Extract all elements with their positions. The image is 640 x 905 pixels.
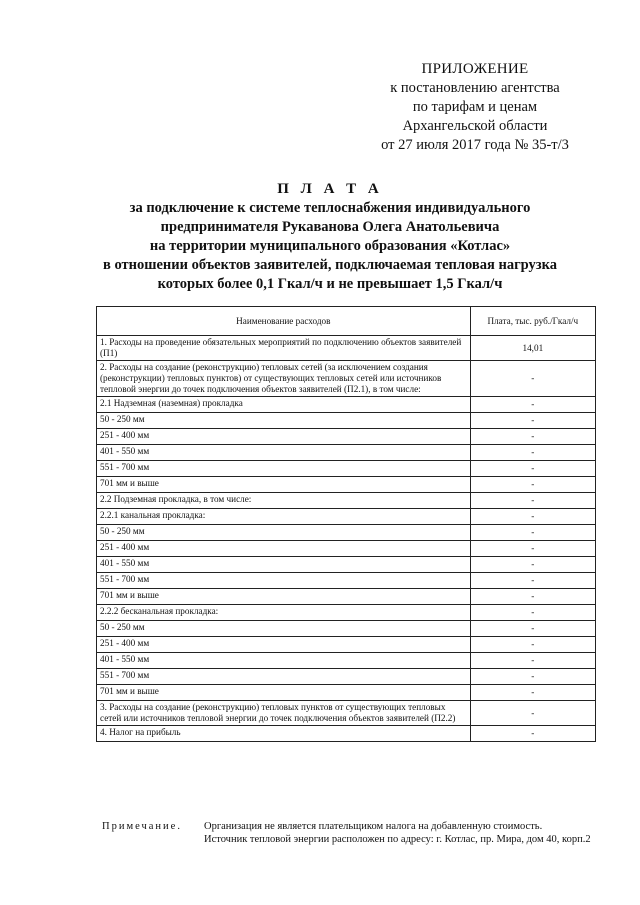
table-row (97, 637, 596, 653)
table-row (97, 653, 596, 669)
table-row (97, 477, 596, 493)
row-value: - (470, 461, 595, 477)
table-row (97, 461, 596, 477)
document-heading (90, 180, 570, 294)
row-name: 50 - 250 мм (97, 621, 471, 637)
row-value: - (470, 477, 595, 493)
row-value: - (470, 541, 595, 557)
row-value: - (470, 653, 595, 669)
row-value: - (470, 557, 595, 573)
appendix-line: по тарифам и ценам (412, 99, 538, 115)
row-name: 551 - 700 мм (97, 573, 471, 589)
row-value: - (470, 361, 595, 397)
table-row (97, 589, 596, 605)
row-name: 2.1 Надземная (наземная) прокладка (97, 397, 471, 413)
row-name: 50 - 250 мм (97, 413, 471, 429)
appendix-block (340, 60, 610, 155)
note-label: Примечание. (102, 821, 182, 832)
column-header-name: Наименование расходов (97, 307, 471, 336)
table-row (97, 726, 596, 742)
row-name: 701 мм и выше (97, 477, 471, 493)
table-row (97, 541, 596, 557)
table-row (97, 621, 596, 637)
row-name: 551 - 700 мм (97, 669, 471, 685)
row-value: - (470, 637, 595, 653)
row-name: 401 - 550 мм (97, 653, 471, 669)
row-name: 2.2.2 бесканальная прокладка: (97, 605, 471, 621)
table-row (97, 669, 596, 685)
note-line: Источник тепловой энергии расположен по адресу: г. Котлас, пр. Мира, дом 40, корп.2 (204, 834, 591, 845)
row-name: 401 - 550 мм (97, 557, 471, 573)
row-value: - (470, 669, 595, 685)
row-value: - (470, 605, 595, 621)
row-name: 2.2 Подземная прокладка, в том числе: (97, 493, 471, 509)
heading-line: которых более 0,1 Гкал/ч и не превышает 1,5 Гкал/ч (157, 276, 503, 292)
row-value: - (470, 397, 595, 413)
column-header-fee: Плата, тыс. руб./Гкал/ч (470, 307, 595, 336)
appendix-line: к постановлению агентства (390, 80, 560, 96)
table-row (97, 413, 596, 429)
heading-line: предпринимателя Рукаванова Олега Анатольевича (160, 219, 500, 235)
row-name: 251 - 400 мм (97, 637, 471, 653)
appendix-line: от 27 июля 2017 года № 35-т/3 (381, 137, 569, 153)
fees-table (96, 306, 596, 742)
row-value: - (470, 445, 595, 461)
row-value: - (470, 589, 595, 605)
row-name: 2.2.1 канальная прокладка: (97, 509, 471, 525)
table-row (97, 525, 596, 541)
row-name: 1. Расходы на проведение обязательных мероприятий по подключению объектов заявителей (П1) (97, 336, 471, 361)
table-row (97, 397, 596, 413)
row-value: - (470, 413, 595, 429)
heading-line: в отношении объектов заявителей, подключаемая тепловая нагрузка (102, 257, 558, 273)
row-value: 14,01 (470, 336, 595, 361)
table-row (97, 573, 596, 589)
table-row (97, 605, 596, 621)
row-name: 701 мм и выше (97, 685, 471, 701)
row-value: - (470, 429, 595, 445)
table-body (97, 336, 596, 742)
table-row (97, 361, 596, 397)
table-row (97, 336, 596, 361)
row-value: - (470, 493, 595, 509)
table-row (97, 493, 596, 509)
table-row (97, 557, 596, 573)
heading-line: на территории муниципального образования «Котлас» (149, 238, 511, 254)
row-value: - (470, 621, 595, 637)
row-value: - (470, 726, 595, 742)
row-name: 401 - 550 мм (97, 445, 471, 461)
row-name: 251 - 400 мм (97, 541, 471, 557)
table-row (97, 701, 596, 726)
row-name: 50 - 250 мм (97, 525, 471, 541)
table-row (97, 429, 596, 445)
row-name: 2. Расходы на создание (реконструкцию) тепловых сетей (за исключением создания (реконструкции) тепловых пунктов) от существующих тепловых сетей или источников тепловой энергии до точек подключения объектов заявителей (П2.1), в том числе: (97, 361, 471, 397)
note-text (204, 820, 599, 846)
table-header-row (97, 307, 596, 336)
table-row (97, 509, 596, 525)
row-value: - (470, 685, 595, 701)
table-row (97, 445, 596, 461)
heading-line: за подключение к системе теплоснабжения индивидуального (129, 200, 531, 216)
row-name: 3. Расходы на создание (реконструкцию) тепловых пунктов от существующих тепловых сетей или источников тепловой энергии до точек подключения объектов заявителей (П2.2) (97, 701, 471, 726)
appendix-line: Архангельской области (402, 118, 548, 134)
note-line: Организация не является плательщиком налога на добавленную стоимость. (204, 821, 543, 832)
row-name: 4. Налог на прибыль (97, 726, 471, 742)
row-name: 251 - 400 мм (97, 429, 471, 445)
row-value: - (470, 525, 595, 541)
table-row (97, 685, 596, 701)
row-value: - (470, 573, 595, 589)
heading-title: П Л А Т А (277, 181, 383, 197)
row-name: 701 мм и выше (97, 589, 471, 605)
row-name: 551 - 700 мм (97, 461, 471, 477)
row-value: - (470, 701, 595, 726)
appendix-title: ПРИЛОЖЕНИЕ (421, 61, 529, 77)
row-value: - (470, 509, 595, 525)
